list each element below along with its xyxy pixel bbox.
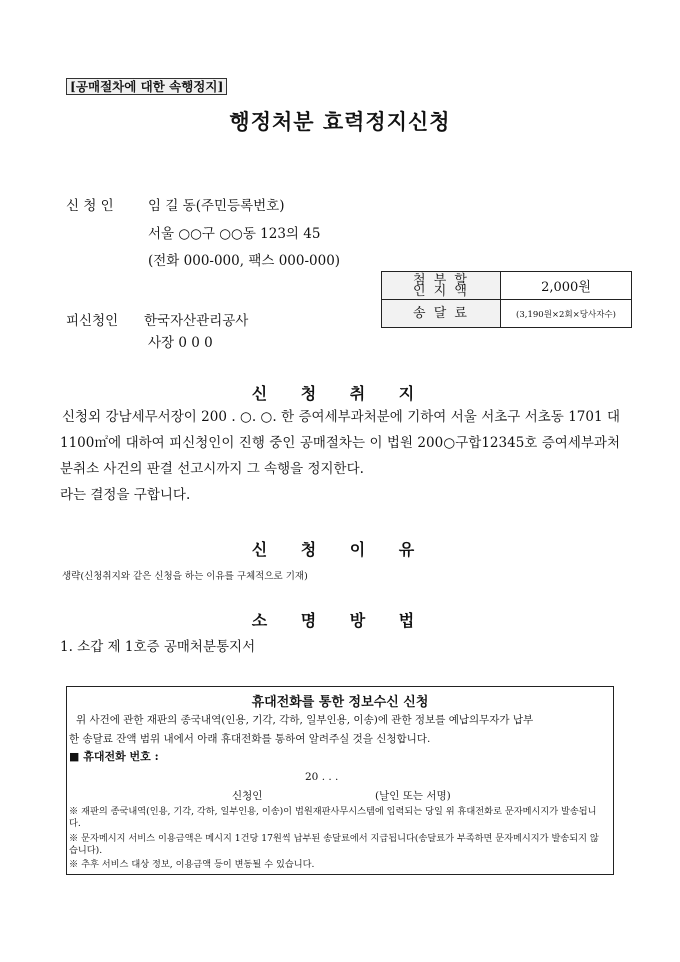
- respondent-name: 한국자산관리공사: [144, 313, 249, 329]
- mobile-note-3: ※ 추후 서비스 대상 정보, 이용금액 등이 변동될 수 있습니다.: [69, 859, 315, 870]
- purpose-closing: 라는 결정을 구합니다.: [60, 487, 191, 503]
- applicant-name: 임 길 동(주민등록번호): [148, 198, 285, 214]
- stamp-fee-label-text: 첨 부 할 인 지 액: [413, 272, 469, 299]
- stamp-fee-row: [382, 272, 632, 300]
- respondent-label: 피신청인: [66, 313, 119, 329]
- applicant-address: 서울 ○○구 ○○동 123의 45: [148, 226, 321, 242]
- fee-table: [381, 271, 632, 328]
- delivery-fee-row: [382, 300, 632, 328]
- mobile-notice-title: 휴대전화를 통한 정보수신 신청: [251, 695, 429, 710]
- mobile-date: 20 . . .: [305, 771, 339, 783]
- mobile-signer-label: 신청인: [232, 790, 263, 802]
- stamp-fee-value: 2,000원: [501, 272, 632, 300]
- delivery-fee-label: 송 달 료: [382, 300, 501, 328]
- mobile-signer-sign: (날인 또는 서명): [375, 790, 451, 802]
- evidence-heading: 소 명 방 법: [251, 611, 429, 630]
- mobile-note-2: ※ 문자메시지 서비스 이용금액은 메시지 1건당 17원씩 납부된 송달료에서 지급됩니다(송달료가 부족하면 문자메시지가 발송되지 않습니다).: [69, 833, 599, 856]
- respondent-representative: 사장 0 0 0: [148, 335, 213, 351]
- mobile-note-1: ※ 재판의 종국내역(인용, 기각, 각하, 일부인용, 이송)이 법원재판사무시스템에 입력되는 당일 위 휴대전화로 문자메시지가 발송됩니다.: [69, 806, 597, 829]
- reason-text: 생략(신청취지와 같은 신청을 하는 이유를 구체적으로 기재): [62, 571, 308, 582]
- reason-heading: 신 청 이 유: [251, 540, 429, 559]
- mobile-phone-label: ■ 휴대전화 번호 :: [69, 750, 159, 763]
- evidence-item: 1. 소갑 제 1호증 공매처분통지서: [60, 639, 256, 655]
- delivery-fee-value: (3,190원×2회×당사자수): [501, 300, 632, 328]
- applicant-label: 신 청 인: [66, 198, 114, 214]
- purpose-text: 신청외 강남세무서장이 200 . ○. ○. 한 증여세부과처분에 기하여 서울 서초구 서초동 1701 대 1100㎡에 대하여 피신청인이 진행 중인 공매절차는 이 법원 200○구합12345호 증여세부과처분취소 사건의 판결 선고시까지 그 속행을 정지한다.: [60, 409, 620, 477]
- document-title: 행정처분 효력정지신청: [229, 109, 451, 134]
- purpose-heading: 신 청 취 지: [251, 384, 429, 403]
- applicant-contact: (전화 000-000, 팩스 000-000): [148, 253, 341, 269]
- document-tag: [공매절차에 대한 속행정지]: [66, 78, 227, 95]
- stamp-fee-label: [382, 272, 501, 300]
- mobile-notice-line-2: 한 송달료 잔액 범위 내에서 아래 휴대전화를 통하여 알려주실 것을 신청합니다.: [69, 733, 431, 745]
- mobile-notice-line-1: 위 사건에 관한 재판의 종국내역(인용, 기각, 각하, 일부인용, 이송)에 관한 정보를 예납의무자가 납부: [76, 714, 534, 726]
